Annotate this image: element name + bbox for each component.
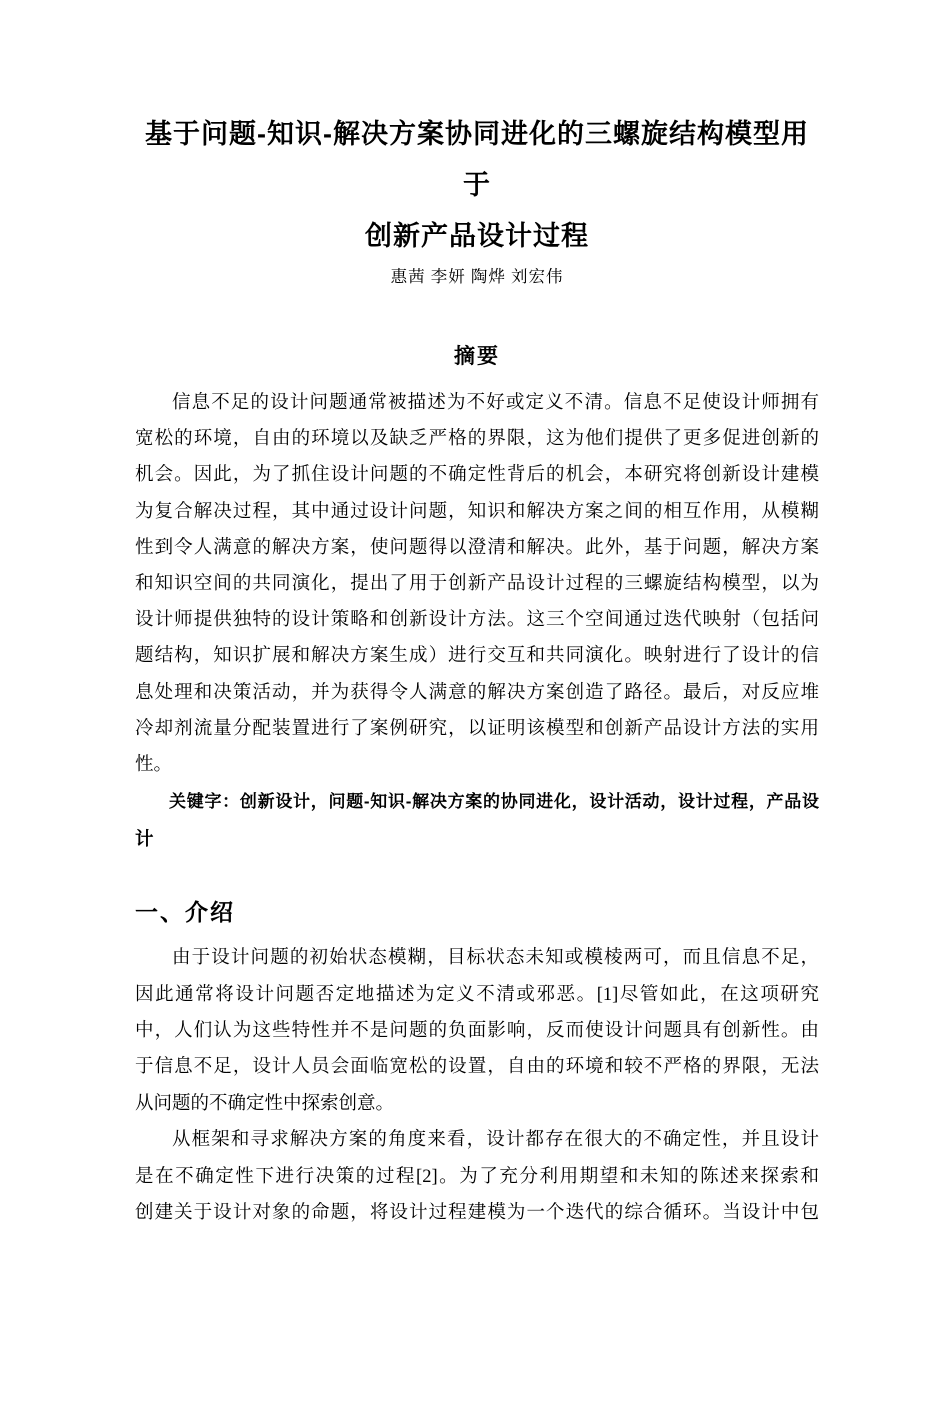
text-line: 从问题的不确定性中探索创意。: [135, 1093, 395, 1114]
text-line: 是在不确定性下进行决策的过程[2]。为了充分利用期望和未知的陈述来探索和: [135, 1166, 819, 1187]
abstract-paragraph: [135, 385, 819, 783]
text-line: 为复合解决过程，其中通过设计问题，知识和解决方案之间的相互作用，从模糊: [135, 501, 819, 522]
text-line: 计: [135, 828, 154, 850]
text-line: 中，人们认为这些特性并不是问题的负面影响，反而使设计问题具有创新性。由: [135, 1021, 819, 1042]
section-heading-introduction: 一、介绍: [135, 899, 235, 926]
authors-line: 惠茜 李妍 陶烨 刘宏伟: [390, 267, 564, 286]
intro-paragraph-1: [135, 940, 819, 1122]
text-line: 信息不足的设计问题通常被描述为不好或定义不清。信息不足使设计师拥有: [172, 393, 819, 413]
keywords-paragraph: [135, 783, 819, 857]
text-line: 创建关于设计对象的命题，将设计过程建模为一个迭代的综合循环。当设计中包: [135, 1203, 819, 1224]
paper-title: [135, 109, 819, 262]
paper-title-line-1: 基于问题-知识-解决方案协同进化的三螺旋结构模型用于: [145, 119, 809, 200]
text-line: 于信息不足，设计人员会面临宽松的设置，自由的环境和较不严格的界限，无法: [135, 1057, 819, 1078]
text-line: 息处理和决策活动，并为获得令人满意的解决方案创造了路径。最后，对反应堆: [135, 682, 819, 703]
text-line: 设计师提供独特的设计策略和创新设计方法。这三个空间通过迭代映射（包括问: [135, 610, 819, 631]
intro-paragraph-2: [135, 1122, 819, 1231]
text-line: 从框架和寻求解决方案的角度来看，设计都存在很大的不确定性，并且设计: [172, 1130, 819, 1151]
text-line: 因此通常将设计问题否定地描述为定义不清或邪恶。[1]尽管如此，在这项研究: [135, 984, 819, 1005]
text-line: 关键字：创新设计，问题-知识-解决方案的协同进化，设计活动，设计过程，产品设: [169, 792, 819, 812]
text-line: 由于设计问题的初始状态模糊，目标状态未知或模棱两可，而且信息不足，: [172, 948, 819, 969]
text-line: 和知识空间的共同演化，提出了用于创新产品设计过程的三螺旋结构模型，以为: [135, 574, 819, 595]
paper-title-line-2: 创新产品设计过程: [365, 221, 589, 251]
text-line: 性。: [135, 755, 173, 776]
text-line: 题结构，知识扩展和解决方案生成）进行交互和共同演化。映射进行了设计的信: [135, 646, 819, 667]
document-page: [135, 109, 819, 1418]
text-line: 性到令人满意的解决方案，使问题得以澄清和解决。此外，基于问题，解决方案: [135, 537, 819, 558]
text-line: 机会。因此，为了抓住设计问题的不确定性背后的机会，本研究将创新设计建模: [135, 465, 819, 486]
text-line: 冷却剂流量分配装置进行了案例研究，以证明该模型和创新产品设计方法的实用: [135, 718, 819, 739]
abstract-heading: 摘要: [454, 345, 500, 368]
text-line: 宽松的环境，自由的环境以及缺乏严格的界限，这为他们提供了更多促进创新的: [135, 429, 819, 450]
